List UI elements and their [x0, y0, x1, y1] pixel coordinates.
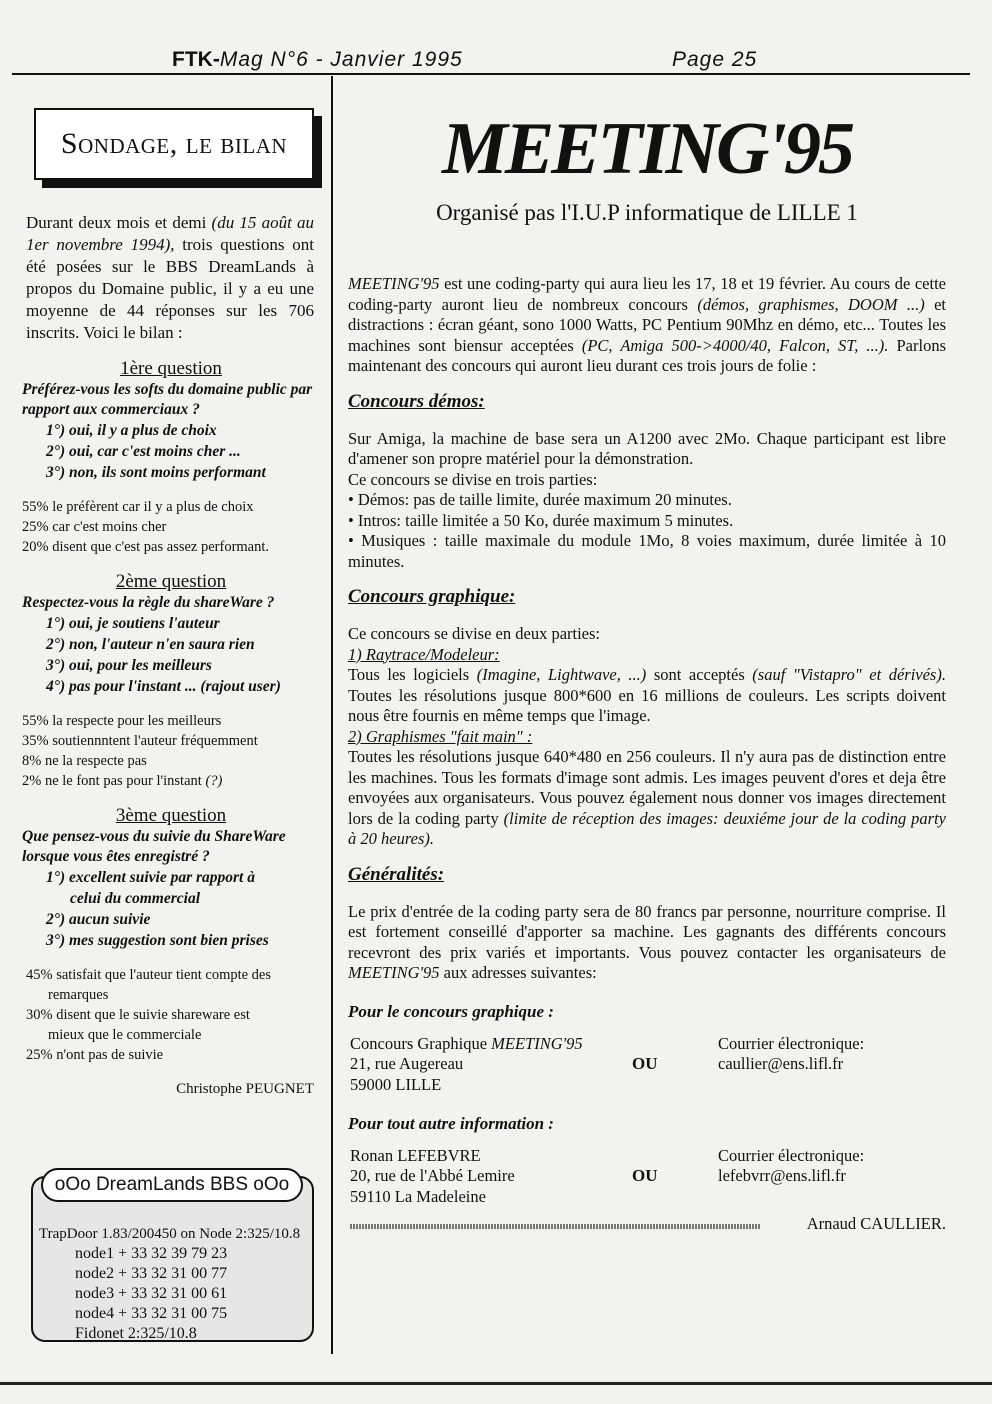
question-2-option: 3°) oui, pour les meilleurs [46, 657, 212, 674]
result-line: 25% n'ont pas de suivie [26, 1047, 164, 1063]
question-3-text: Que pensez-vous du suivie du ShareWare lorsque vous êtes enregistré ? [22, 828, 286, 865]
bbs-fidonet: Fidonet 2:325/10.8 [75, 1325, 197, 1342]
section-demos-line: • Musiques : taille maximale du module 1Mo, 8 voies maximum, durée limitée à 10 minutes. [348, 531, 946, 571]
article-footer [348, 1214, 946, 1238]
email-address: Courrier électronique: lefebvrr@ens.lifl.fr [718, 1145, 865, 1185]
bbs-node: node4 + 33 32 31 00 75 [75, 1305, 228, 1322]
question-1-title: 1ère question [120, 358, 222, 379]
contact-graphics-heading: Pour le concours graphique : [348, 1001, 554, 1021]
survey-title: Sondage, le bilan [60, 127, 288, 160]
article-author: Arnaud CAULLIER. [806, 1213, 946, 1233]
page-bottom-rule [0, 1382, 992, 1385]
result-line: 20% disent que c'est pas assez performant. [22, 539, 270, 555]
dotted-rule [350, 1224, 760, 1229]
magazine-issue: FTK-Mag N°6 - Janvier 1995 [172, 48, 463, 71]
question-2-option: 4°) pas pour l'instant ... (rajout user) [46, 678, 281, 695]
bbs-node: node2 + 33 32 31 00 77 [75, 1265, 228, 1282]
question-2-option: 1°) oui, je soutiens l'auteur [46, 615, 220, 632]
question-3-results [22, 965, 320, 1065]
section-demos-text: Sur Amiga, la machine de base sera un A1200 avec 2Mo. Chaque participant est libre d'amener son propre matériel pour la démonstration. [348, 428, 946, 468]
survey-title-box [34, 108, 314, 180]
survey-column [22, 108, 320, 1098]
result-line: remarques [48, 987, 109, 1003]
section-demos-line: Ce concours se divise en trois parties: [348, 469, 598, 489]
question-2-title: 2ème question [115, 571, 227, 592]
result-line: 35% soutiennntent l'auteur fréquemment [22, 733, 258, 749]
question-3-option: 1°) excellent suivie par rapport à [46, 869, 255, 886]
meeting-article [348, 100, 946, 1238]
page-number: Page 25 [672, 48, 758, 71]
contact-other [348, 1146, 946, 1208]
contact-graphics [348, 1034, 946, 1096]
survey-intro: Durant deux mois et demi (du 15 août au 1er novembre 1994), trois questions ont été posées sur le BBS DreamLands à propos du Domaine public, il y a eu une moyenne de 44 réponses sur les 706 inscrits. Voici le bilan : [26, 213, 314, 342]
question-3-option: 2°) aucun suivie [46, 911, 151, 928]
graphics-raytrace-text: Tous les logiciels (Imagine, Lightwave, ...) sont acceptés (sauf "Vistapro" et dérivés). Toutes les résolutions jusque 800*600 en 16 millions de couleurs. Les scripts doivent nous être fournis en même temps que l'image. [348, 665, 946, 725]
bbs-node: node3 + 33 32 31 00 61 [75, 1285, 228, 1302]
bbs-details [39, 1224, 309, 1344]
or-label: OU [632, 1053, 658, 1073]
section-demos-title: Concours démos: [348, 390, 485, 412]
survey-signature: Christophe PEUGNET [176, 1081, 314, 1097]
question-1-option: 2°) oui, car c'est moins cher ... [46, 443, 241, 460]
result-line: mieux que le commerciale [48, 1027, 202, 1043]
postal-address: Ronan LEFEBVRE 20, rue de l'Abbé Lemire 59110 La Madeleine [350, 1145, 515, 1206]
question-3-option-cont: celui du commercial [70, 890, 201, 907]
contact-other-heading: Pour tout autre information : [348, 1113, 554, 1133]
graphics-subheading: 2) Graphismes "fait main" : [348, 726, 533, 746]
question-3-option: 3°) mes suggestion sont bien prises [46, 932, 269, 949]
article-subtitle: Organisé pas l'I.U.P informatique de LILLE 1 [436, 200, 858, 225]
email-address: Courrier électronique: caullier@ens.lifl.fr [718, 1033, 865, 1073]
result-line: 55% la respecte pour les meilleurs [22, 713, 222, 729]
page-header [0, 46, 992, 76]
result-line: 45% satisfait que l'auteur tient compte des [26, 967, 272, 983]
section-demos-line: • Intros: taille limitée a 50 Ko, durée maximum 5 minutes. [348, 510, 734, 530]
result-line: 30% disent que le suivie shareware est [26, 1007, 250, 1023]
result-line: 55% le préfèrent car il y a plus de choix [22, 499, 254, 515]
postal-address: Concours Graphique MEETING'95 21, rue Augereau 59000 LILLE [350, 1033, 583, 1094]
result-line: 25% car c'est moins cher [22, 519, 167, 535]
article-intro: MEETING'95 est une coding-party qui aura lieu les 17, 18 et 19 février. Au cours de cette coding-party auront lieu de nombreux concours (démos, graphismes, DOOM ...) et distractions : écran géant, sono 1000 Watts, PC Pentium 90Mhz en démo, etc... Toutes les machines sont biensur acceptées (PC, Amiga 500->4000/40, Falcon, ST, ...). Parlons maintenant des concours qui auront lieu durant ces trois jours de folie : [348, 274, 946, 375]
section-graphics-intro: Ce concours se divise en deux parties: [348, 624, 601, 643]
section-demos-line: • Démos: pas de taille limite, durée maximum 20 minutes. [348, 490, 732, 509]
bbs-title: oOo DreamLands BBS oOo [41, 1168, 303, 1202]
question-2-option: 2°) non, l'auteur n'en saura rien [46, 636, 255, 653]
question-1-option: 1°) oui, il y a plus de choix [46, 422, 217, 439]
bbs-trapdoor: TrapDoor 1.83/200450 on Node 2:325/10.8 [39, 1226, 301, 1242]
question-2-text: Respectez-vous la règle du shareWare ? [22, 594, 275, 611]
question-2-results [22, 711, 320, 791]
graphics-handmade-text: Toutes les résolutions jusque 640*480 en 256 couleurs. Il n'y aura pas de distinction entre les machines. Tous les formats d'image sont admis. Les images peuvent d'ores et deja être envoyées aux organisateurs. Vous pouvez également nous donner vos images directement lors de la coding party (limite de réception des images: deuxiéme jour de la coding party à 20 heures). [348, 747, 946, 848]
column-divider [331, 76, 333, 1354]
section-general-title: Généralités: [348, 863, 445, 885]
header-rule [12, 73, 970, 75]
result-line: 2% ne le font pas pour l'instant (?) [22, 773, 223, 789]
question-3-title: 3ème question [115, 805, 227, 826]
section-general-text: Le prix d'entrée de la coding party sera de 80 francs par personne, nourriture comprise. Il est fortement conseillé d'apporter sa machine. Les gagnants des différents concours recevront des prix variés et importants. Vous pouvez contacter les organisateurs de MEETING'95 aux adresses suivantes: [348, 901, 946, 982]
section-graphics-title: Concours graphique: [348, 586, 516, 607]
question-1-text: Préférez-vous les softs du domaine public par rapport aux commerciaux ? [22, 381, 313, 418]
question-1-option: 3°) non, ils sont moins performant [46, 464, 266, 481]
article-title: MEETING'95 [442, 108, 852, 190]
question-1-results [22, 497, 320, 557]
graphics-subheading: 1) Raytrace/Modeleur: [348, 644, 500, 664]
bbs-node: node1 + 33 32 39 79 23 [75, 1245, 228, 1262]
or-label: OU [632, 1165, 658, 1185]
bbs-info-box [31, 1176, 314, 1342]
result-line: 8% ne la respecte pas [22, 753, 147, 769]
